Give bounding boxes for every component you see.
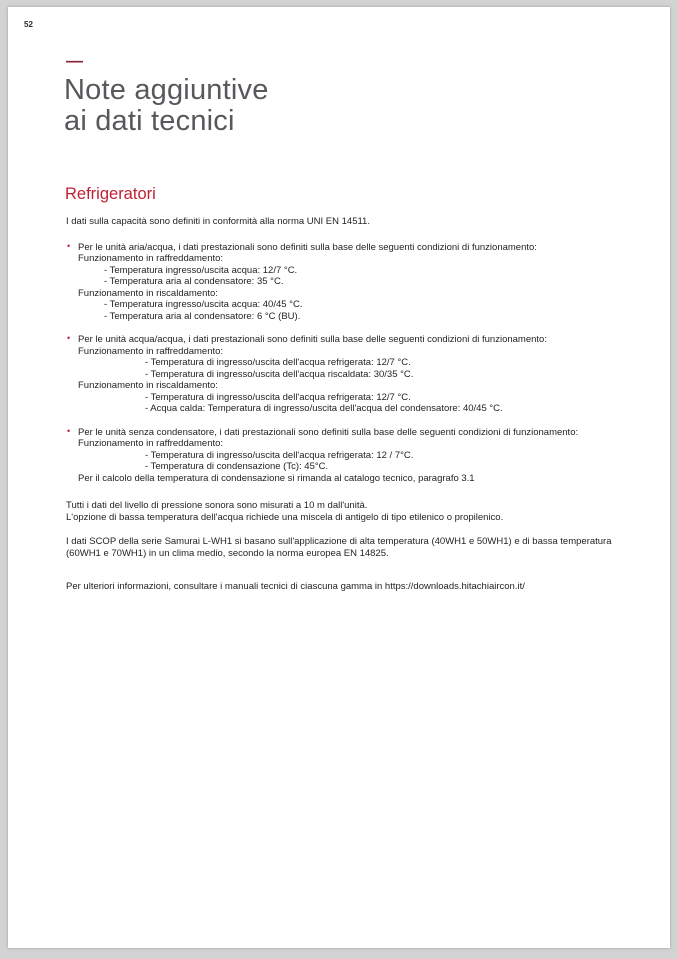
bullet-icon: • [67,333,71,343]
paragraph [66,536,634,559]
bullet-line: - Temperatura di condensazione (Tc): 45°C. [145,461,329,472]
paragraph-line: L'opzione di bassa temperatura dell'acqua richiede una miscela di antigelo di tipo etilenico o propilenico. [66,511,504,523]
bullet-lead: Per le unità acqua/acqua, i dati prestazionali sono definiti sulla base delle seguenti condizioni di funzionamento: [78,334,547,345]
bullet-item [66,427,634,485]
document-title [64,75,269,137]
bullet-list [66,242,634,485]
bullet-line: Funzionamento in riscaldamento: [78,287,218,299]
bullet-line: Funzionamento in raffreddamento: [78,438,224,449]
bullet-item [66,334,634,415]
bullet-line: Funzionamento in raffreddamento: [78,345,224,357]
bullet-body [78,334,634,415]
bullet-line: - Temperatura di ingresso/uscita dell'acqua refrigerata: 12/7 °C. [145,391,411,403]
bullet-line: Funzionamento in riscaldamento: [78,380,218,391]
bullet-lead: Per le unità senza condensatore, i dati prestazionali sono definiti sulla base delle seguenti condizioni di funzionamento: [78,426,579,438]
section-heading-refrigeratori: Refrigeratori [65,185,156,203]
bullet-item [66,242,634,323]
paragraph [66,500,634,523]
bullet-body [78,242,634,323]
bullet-line: - Temperatura di ingresso/uscita dell'acqua refrigerata: 12 / 7°C. [145,449,414,461]
bullet-line: - Temperatura aria al condensatore: 35 °C. [104,276,284,287]
bullet-line: Funzionamento in raffreddamento: [78,253,224,264]
bullet-line: Per il calcolo della temperatura di condensazione si rimanda al catalogo tecnico, paragrafo 3.1 [78,472,475,484]
paragraph-line: Per ulteriori informazioni, consultare i manuali tecnici di ciascuna gamma in https://downloads.hitachiaircon.it/ [66,581,525,592]
document-title-line-2: ai dati tecnici [64,105,235,137]
bullet-line: - Temperatura di ingresso/uscita dell'acqua refrigerata: 12/7 °C. [145,357,411,368]
paragraph-line: Tutti i dati del livello di pressione sonora sono misurati a 10 m dall'unità. [66,500,368,511]
bullet-icon: • [67,425,71,436]
intro-paragraph: I dati sulla capacità sono definiti in conformità alla norma UNI EN 14511. [66,216,370,227]
bullet-body [78,427,634,485]
bullet-line: - Temperatura ingresso/uscita acqua: 12/7 °C. [104,264,298,276]
paragraph-line: I dati SCOP della serie Samurai L-WH1 si basano sull'applicazione di alta temperatura (40WH1 e 50WH1) e di bassa temperatura [66,536,612,547]
bullet-lead: Per le unità aria/acqua, i dati prestazionali sono definiti sulla base delle seguenti condizioni di funzionamento: [78,241,537,253]
document-page [8,7,670,948]
document-title-line-1: Note aggiuntive [64,74,269,106]
bullet-line: - Temperatura ingresso/uscita acqua: 40/45 °C. [104,299,303,310]
bullet-line: - Temperatura di ingresso/uscita dell'acqua riscaldata: 30/35 °C. [145,368,414,380]
paragraph [66,581,634,593]
page-number: 52 [24,20,33,29]
title-dash: — [66,51,82,70]
closing-paragraphs [66,500,634,593]
bullet-line: - Acqua calda: Temperatura di ingresso/uscita dell'acqua del condensatore: 40/45 °C. [145,403,503,414]
bullet-icon: • [67,240,71,251]
body-content [66,216,634,606]
paragraph-line: (60WH1 e 70WH1) in un clima medio, secondo la norma europea EN 14825. [66,547,389,559]
bullet-line: - Temperatura aria al condensatore: 6 °C (BU). [104,310,301,322]
